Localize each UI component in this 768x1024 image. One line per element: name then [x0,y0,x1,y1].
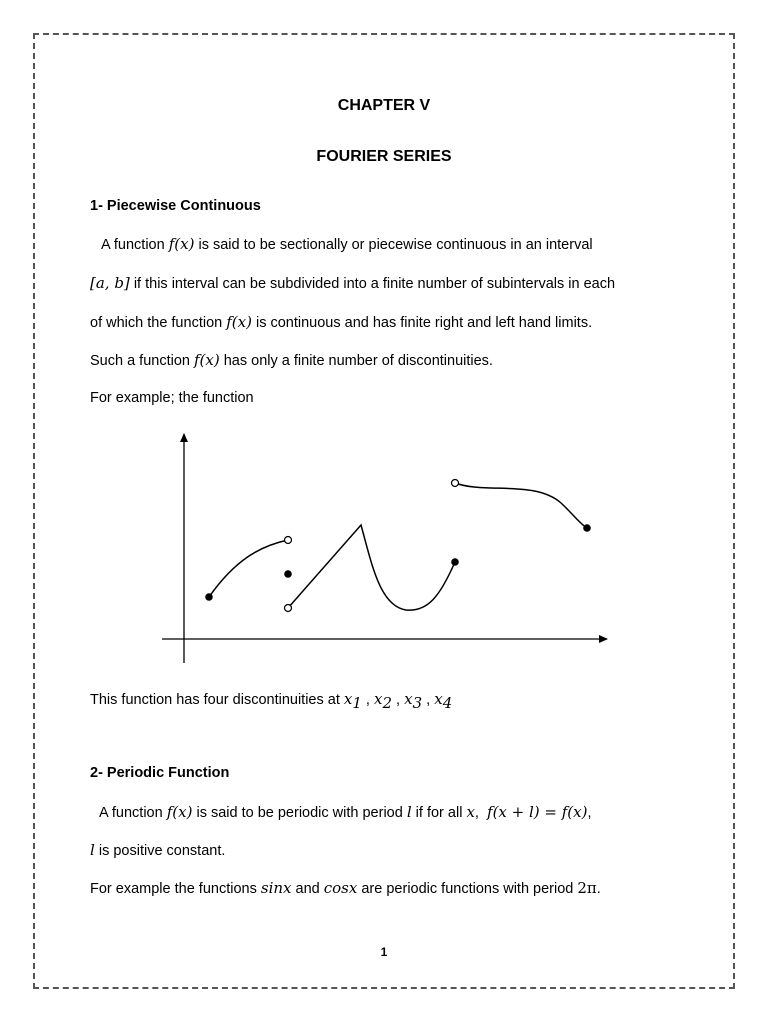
filled-point [451,558,459,566]
page-number: 1 [380,945,388,959]
paragraph-line-5: For example; the function [90,390,254,406]
curve-segment-2 [288,525,455,610]
discontinuity-x2: $x_2$ [374,690,393,712]
curve-segment-3 [455,483,587,528]
open-point [452,480,459,487]
open-point [285,605,292,612]
filled-point [583,524,591,532]
section-1-heading: 1- Piecewise Continuous [90,198,261,214]
chapter-title: CHAPTER V [337,97,431,114]
chapter-subtitle: FOURIER SERIES [316,148,452,165]
filled-point [284,570,292,578]
discontinuity-x4: $x_4$ [434,690,453,712]
discontinuity-x1: $x_1$ [343,690,362,712]
paragraph-line-2: [a, b] if this interval can be subdivided into a finite number of subintervals in each [90,274,616,292]
curve-segment-1 [209,540,288,597]
periodic-line-2: l is positive constant. [90,841,226,859]
filled-point [205,593,213,601]
paragraph-line-3: of which the function f(x) is continuous and has finite right and left hand limits. [90,313,593,331]
discontinuity-x3: $x_3$ [404,690,423,712]
periodic-line-3: For example the functions sinx and cosx are periodic functions with period 2π. [90,879,601,897]
paragraph-line-1: A function f(x) is said to be sectionally or piecewise continuous in an interval [101,235,593,253]
periodic-line-1: A function f(x) is said to be periodic with period l if for all x, f(x + l) = f(x), [99,803,592,821]
open-point [285,537,292,544]
paragraph-line-4: Such a function f(x) has only a finite number of discontinuities. [90,351,493,369]
discontinuities-sentence: This function has four discontinuities at $x_1$ , $x_2$ , $x_3$ , $x_4$ [90,690,453,712]
section-2-heading: 2- Periodic Function [90,765,230,781]
